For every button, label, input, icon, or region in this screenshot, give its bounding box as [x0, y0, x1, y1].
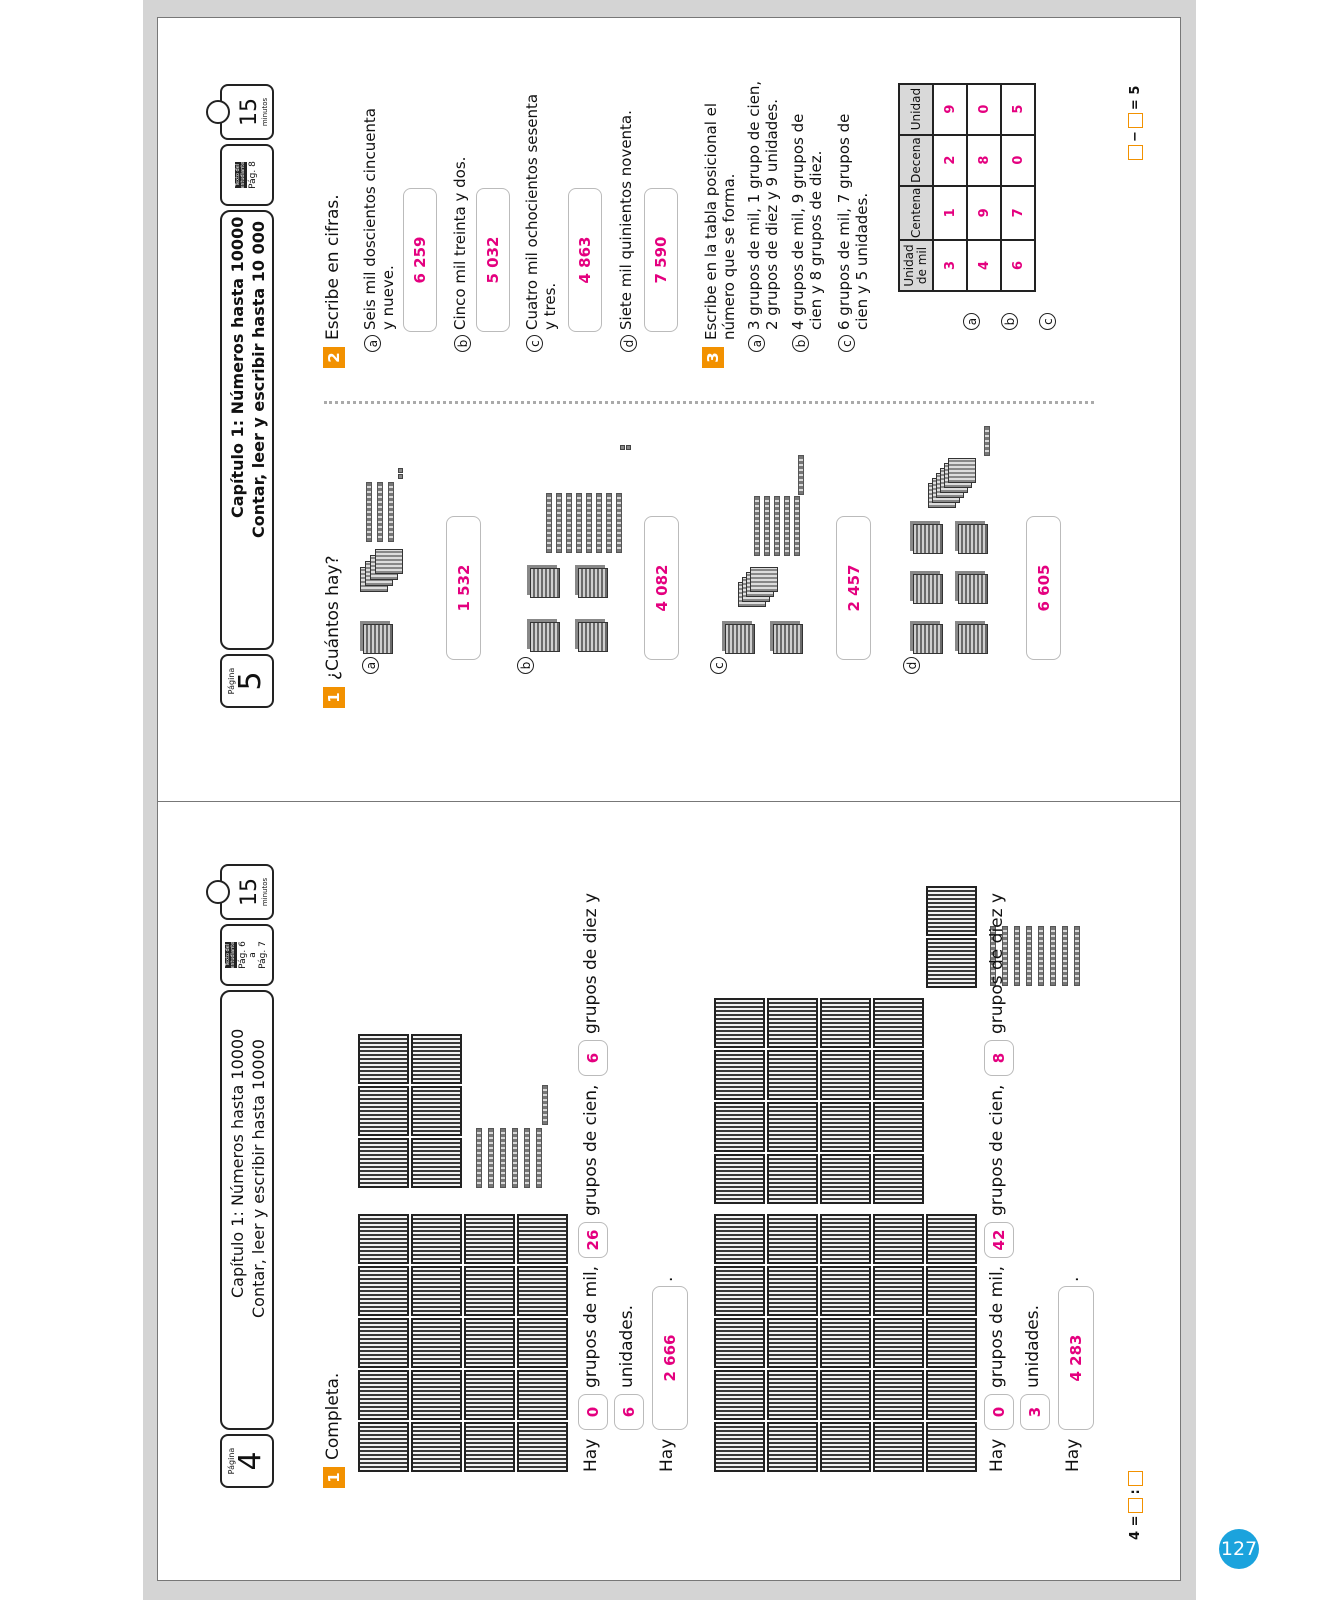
hundred-flat [517, 1370, 568, 1420]
ten-rod [546, 493, 552, 553]
item-text-cont: 2 grupos de diez y 9 unidades. [763, 98, 781, 330]
book-icon: Texto del estudiante [234, 161, 247, 189]
hundred-flat [714, 1266, 765, 1316]
table-cell[interactable]: 4 [967, 240, 1001, 291]
hundreds-box[interactable]: 42 [984, 1222, 1014, 1258]
hundred-flat [714, 998, 765, 1048]
hundred-flat [411, 1086, 462, 1136]
unit-cube [398, 468, 403, 473]
worksheet-page-5 [158, 18, 1180, 800]
hundred-flat [873, 1214, 924, 1264]
page-number-badge: 127 [1219, 1529, 1259, 1569]
hay-label: Hay [657, 1438, 677, 1472]
hundred-flat [714, 1102, 765, 1152]
hundred-flat [767, 1102, 818, 1152]
table-cell[interactable]: 9 [933, 84, 967, 135]
item-text: 3 grupos de mil, 1 grupo de cien, [745, 80, 763, 330]
item-letter: b [454, 335, 471, 352]
hundred-flat [517, 1422, 568, 1472]
unit-row [984, 426, 990, 456]
hundred-flat [411, 1266, 462, 1316]
item-letter: a [364, 335, 381, 352]
hundred-flat [714, 1318, 765, 1368]
answer-box[interactable]: 4 082 [644, 516, 679, 660]
units-text: unidades. [1023, 1305, 1043, 1388]
item-text: Seis mil doscientos cincuenta [361, 107, 379, 330]
hundred-flat [358, 1266, 409, 1316]
blank-square [1128, 145, 1143, 160]
page-number-box: Página 4 [220, 1434, 274, 1488]
hundred-flat [358, 1318, 409, 1368]
hundred-flat [411, 1214, 462, 1264]
ten-rod [774, 496, 780, 556]
hundred-flat [411, 1318, 462, 1368]
item-text-cont: y nueve. [379, 265, 397, 330]
hundred-flat [767, 1214, 818, 1264]
ten-rod [1062, 926, 1068, 986]
hundred-flat [767, 1154, 818, 1204]
table-header-row [899, 84, 933, 291]
hundred-flat [926, 1422, 977, 1472]
item-letter: c [710, 657, 727, 674]
hundred-flat [926, 1370, 977, 1420]
ten-rod [754, 496, 760, 556]
ten-rod [476, 1128, 482, 1188]
hundred-flat [926, 1266, 977, 1316]
hundred-flat [767, 1318, 818, 1368]
thousand-cube [913, 574, 943, 604]
hundred-flat [411, 1370, 462, 1420]
hundred-flat [767, 1422, 818, 1472]
ten-rod [1050, 926, 1056, 986]
question-text: Completa. [323, 1372, 343, 1460]
time-box: 15 minutos [220, 864, 274, 920]
hundred-flat [926, 938, 977, 988]
textbook-reference: Texto del estudiante Pág. 6 a Pág. 7 [220, 924, 274, 986]
hundred-flat [517, 1266, 568, 1316]
answer-box[interactable]: 7 590 [644, 188, 678, 332]
hundred-flat [873, 1370, 924, 1420]
hundred-flat [873, 1050, 924, 1100]
hundred-flat [464, 1318, 515, 1368]
alarm-clock-icon [206, 100, 230, 124]
hundred-flat [767, 998, 818, 1048]
hundred-flat [517, 1318, 568, 1368]
hundred-flat [464, 1370, 515, 1420]
item-text: 4 grupos de mil, 9 grupos de [789, 113, 807, 330]
answer-box[interactable]: 4 863 [568, 188, 602, 332]
total-box[interactable]: 4 283 [1058, 1286, 1094, 1430]
answer-box[interactable]: 6 605 [1026, 516, 1061, 660]
item-text: Cuatro mil ochocientos sesenta [523, 93, 541, 330]
item-text-cont: cien y 5 unidades. [853, 192, 871, 330]
hundred-flat [358, 1422, 409, 1472]
hundred-flat [464, 1266, 515, 1316]
item-letter: d [903, 657, 920, 674]
thousand-cube [725, 624, 755, 654]
table-row [967, 84, 1001, 291]
thousands-box[interactable]: 0 [984, 1394, 1014, 1430]
hundreds-text: grupos de cien, [987, 1084, 1007, 1216]
footer-equation: − = 5 [1128, 86, 1143, 160]
chapter-title: Capítulo 1: Números hasta 10000 [228, 216, 247, 518]
tens-text: grupos de diez y [581, 892, 601, 1034]
tens-box[interactable]: 6 [578, 1040, 608, 1076]
hundred-flat [767, 1266, 818, 1316]
table-cell[interactable]: 8 [967, 135, 1001, 186]
tens-text: grupos de diez y [987, 892, 1007, 1034]
ten-rod [556, 493, 562, 553]
thousands-text: grupos de mil, [987, 1265, 1007, 1388]
hundred-flat [820, 1318, 871, 1368]
hundred-flat [767, 1050, 818, 1100]
hundred-flat [750, 567, 778, 592]
hundred-flat [358, 1370, 409, 1420]
hundred-flat [820, 1050, 871, 1100]
item-letter: a [748, 335, 765, 352]
hundred-flat [873, 1154, 924, 1204]
table-cell[interactable]: 2 [933, 135, 967, 186]
ten-rod [784, 496, 790, 556]
hundred-flat [358, 1138, 409, 1188]
hundred-flat [873, 1318, 924, 1368]
hundred-flat [873, 1102, 924, 1152]
period: . [1063, 1276, 1083, 1282]
ten-rod [1014, 926, 1020, 986]
chapter-header [220, 990, 274, 1430]
row-letter: c [1039, 313, 1056, 330]
period: . [657, 1276, 677, 1282]
units-box[interactable]: 3 [1020, 1394, 1050, 1430]
hundred-flat [358, 1214, 409, 1264]
item-letter: a [362, 657, 379, 674]
thousand-cube [363, 624, 393, 654]
hundred-flat [411, 1138, 462, 1188]
item-text: 6 grupos de mil, 7 grupos de [835, 113, 853, 330]
time-box: 15 minutos [220, 84, 274, 140]
table-cell[interactable]: 3 [933, 240, 967, 291]
hundred-flat [926, 886, 977, 936]
chapter-title: Capítulo 1: Números hasta 10000 [228, 1028, 247, 1298]
table-row [933, 84, 967, 291]
ten-rod [576, 493, 582, 553]
ten-rod [512, 1128, 518, 1188]
item-letter: b [517, 657, 534, 674]
unit-cube [398, 474, 403, 479]
hundreds-box[interactable]: 26 [578, 1222, 608, 1258]
hay-label: Hay [581, 1438, 601, 1472]
hundred-flat [714, 1214, 765, 1264]
unit-row [542, 1085, 548, 1125]
thousands-text: grupos de mil, [581, 1265, 601, 1388]
column-separator [324, 401, 1094, 404]
hundred-flat [464, 1422, 515, 1472]
table-row [1001, 84, 1035, 291]
item-text: Cinco mil treinta y dos. [451, 156, 469, 330]
table-cell[interactable]: 1 [933, 186, 967, 240]
item-letter: c [838, 335, 855, 352]
hay-label: Hay [987, 1438, 1007, 1472]
unit-cube [626, 445, 631, 450]
answer-box[interactable]: 5 032 [476, 188, 510, 332]
table-cell[interactable]: 9 [967, 186, 1001, 240]
answer-box[interactable]: 1 532 [446, 516, 481, 660]
header-cell: Centena [899, 186, 933, 240]
hundred-flat [820, 1422, 871, 1472]
thousand-cube [958, 624, 988, 654]
hay-label: Hay [1063, 1438, 1083, 1472]
hundred-flat [873, 1422, 924, 1472]
ten-rod [606, 493, 612, 553]
header-cell: Unidad [899, 84, 933, 135]
question-number: 1 [323, 1467, 345, 1488]
ten-rod [1026, 926, 1032, 986]
answer-box[interactable]: 2 457 [836, 516, 871, 660]
item-letter: c [526, 335, 543, 352]
thousand-cube [913, 524, 943, 554]
hundred-flat [873, 998, 924, 1048]
ten-rod [1038, 926, 1044, 986]
ten-rod [524, 1128, 530, 1188]
worksheet-page-4 [158, 802, 1180, 1580]
ten-rod [794, 496, 800, 556]
hundreds-text: grupos de cien, [581, 1084, 601, 1216]
hundred-flat [820, 998, 871, 1048]
item-text: Siete mil quinientos noventa. [617, 110, 635, 330]
hundred-flat [926, 1214, 977, 1264]
question-text: ¿Cuántos hay? [323, 555, 343, 680]
thousand-cube [958, 574, 988, 604]
total-box[interactable]: 2 666 [652, 1286, 688, 1430]
hundred-flat [714, 1154, 765, 1204]
thousand-cube [530, 568, 560, 598]
hundred-flat [948, 458, 976, 483]
header-cell: Decena [899, 135, 933, 186]
unit-cube [620, 445, 625, 450]
item-letter: b [792, 335, 809, 352]
thousand-cube [913, 624, 943, 654]
units-box[interactable]: 6 [614, 1394, 644, 1430]
chapter-subtitle: Contar, leer y escribir hasta 10 000 [249, 221, 268, 538]
hundred-flat [358, 1034, 409, 1084]
item-text-cont: cien y 8 grupos de diez. [807, 150, 825, 330]
thousands-box[interactable]: 0 [578, 1394, 608, 1430]
ten-rod [488, 1128, 494, 1188]
thousand-cube [773, 624, 803, 654]
chapter-subtitle: Contar, leer y escribir hasta 10000 [249, 1039, 268, 1318]
hundred-flat [926, 1318, 977, 1368]
hundred-flat [820, 1154, 871, 1204]
place-value-table [898, 83, 1036, 292]
textbook-reference: Texto del estudiante Pág. 8 [220, 144, 274, 206]
hundred-flat [873, 1266, 924, 1316]
blank-square [1128, 1498, 1143, 1513]
thousand-cube [578, 568, 608, 598]
ten-rod [764, 496, 770, 556]
tens-box[interactable]: 8 [984, 1040, 1014, 1076]
thousand-cube [958, 524, 988, 554]
hundred-flat [375, 549, 403, 574]
row-letter: a [963, 313, 980, 330]
hundred-flat [464, 1214, 515, 1264]
hundred-flat [820, 1102, 871, 1152]
ten-rod [586, 493, 592, 553]
answer-box[interactable]: 6 259 [403, 188, 437, 332]
table-cell[interactable]: 0 [1001, 135, 1035, 186]
page-number-box: Página 5 [220, 654, 274, 708]
question-text-cont: número que se forma. [720, 173, 738, 340]
table-cell[interactable]: 0 [967, 84, 1001, 135]
hundred-flat [411, 1034, 462, 1084]
header-cell: Unidad de mil [899, 240, 933, 291]
hundred-flat [714, 1370, 765, 1420]
chapter-header [220, 210, 274, 650]
question-number: 3 [702, 347, 724, 368]
ten-rod [616, 493, 622, 553]
ten-rod [366, 482, 372, 542]
ten-rod [500, 1128, 506, 1188]
question-number: 1 [323, 687, 345, 708]
hundred-flat [767, 1370, 818, 1420]
item-letter: d [620, 335, 637, 352]
footer-equation: 4 = : [1128, 1471, 1143, 1540]
hundred-flat [714, 1422, 765, 1472]
table-cell[interactable]: 6 [1001, 240, 1035, 291]
item-text-cont: y tres. [541, 282, 559, 330]
row-letter: b [1001, 313, 1018, 330]
hundred-flat [358, 1086, 409, 1136]
ten-rod [566, 493, 572, 553]
table-cell[interactable]: 5 [1001, 84, 1035, 135]
hundred-flat [411, 1422, 462, 1472]
thousand-cube [530, 622, 560, 652]
hundred-flat [714, 1050, 765, 1100]
thousand-cube [578, 622, 608, 652]
ten-rod [798, 455, 804, 495]
table-cell[interactable]: 7 [1001, 186, 1035, 240]
hundred-flat [820, 1266, 871, 1316]
question-text: Escribe en cifras. [323, 194, 343, 340]
units-text: unidades. [617, 1305, 637, 1388]
alarm-clock-icon [206, 880, 230, 904]
blank-square [1128, 1471, 1143, 1486]
ten-rod [377, 482, 383, 542]
ten-rod [388, 482, 394, 542]
hundred-flat [820, 1370, 871, 1420]
hundred-flat [517, 1214, 568, 1264]
ten-rod [1074, 926, 1080, 986]
hundred-flat [820, 1214, 871, 1264]
question-number: 2 [323, 347, 345, 368]
ten-rod [596, 493, 602, 553]
book-icon: Texto del estudiante [224, 941, 237, 969]
ten-rod [536, 1128, 542, 1188]
question-text: Escribe en la tabla posicional el [702, 102, 720, 340]
blank-square [1128, 113, 1143, 128]
